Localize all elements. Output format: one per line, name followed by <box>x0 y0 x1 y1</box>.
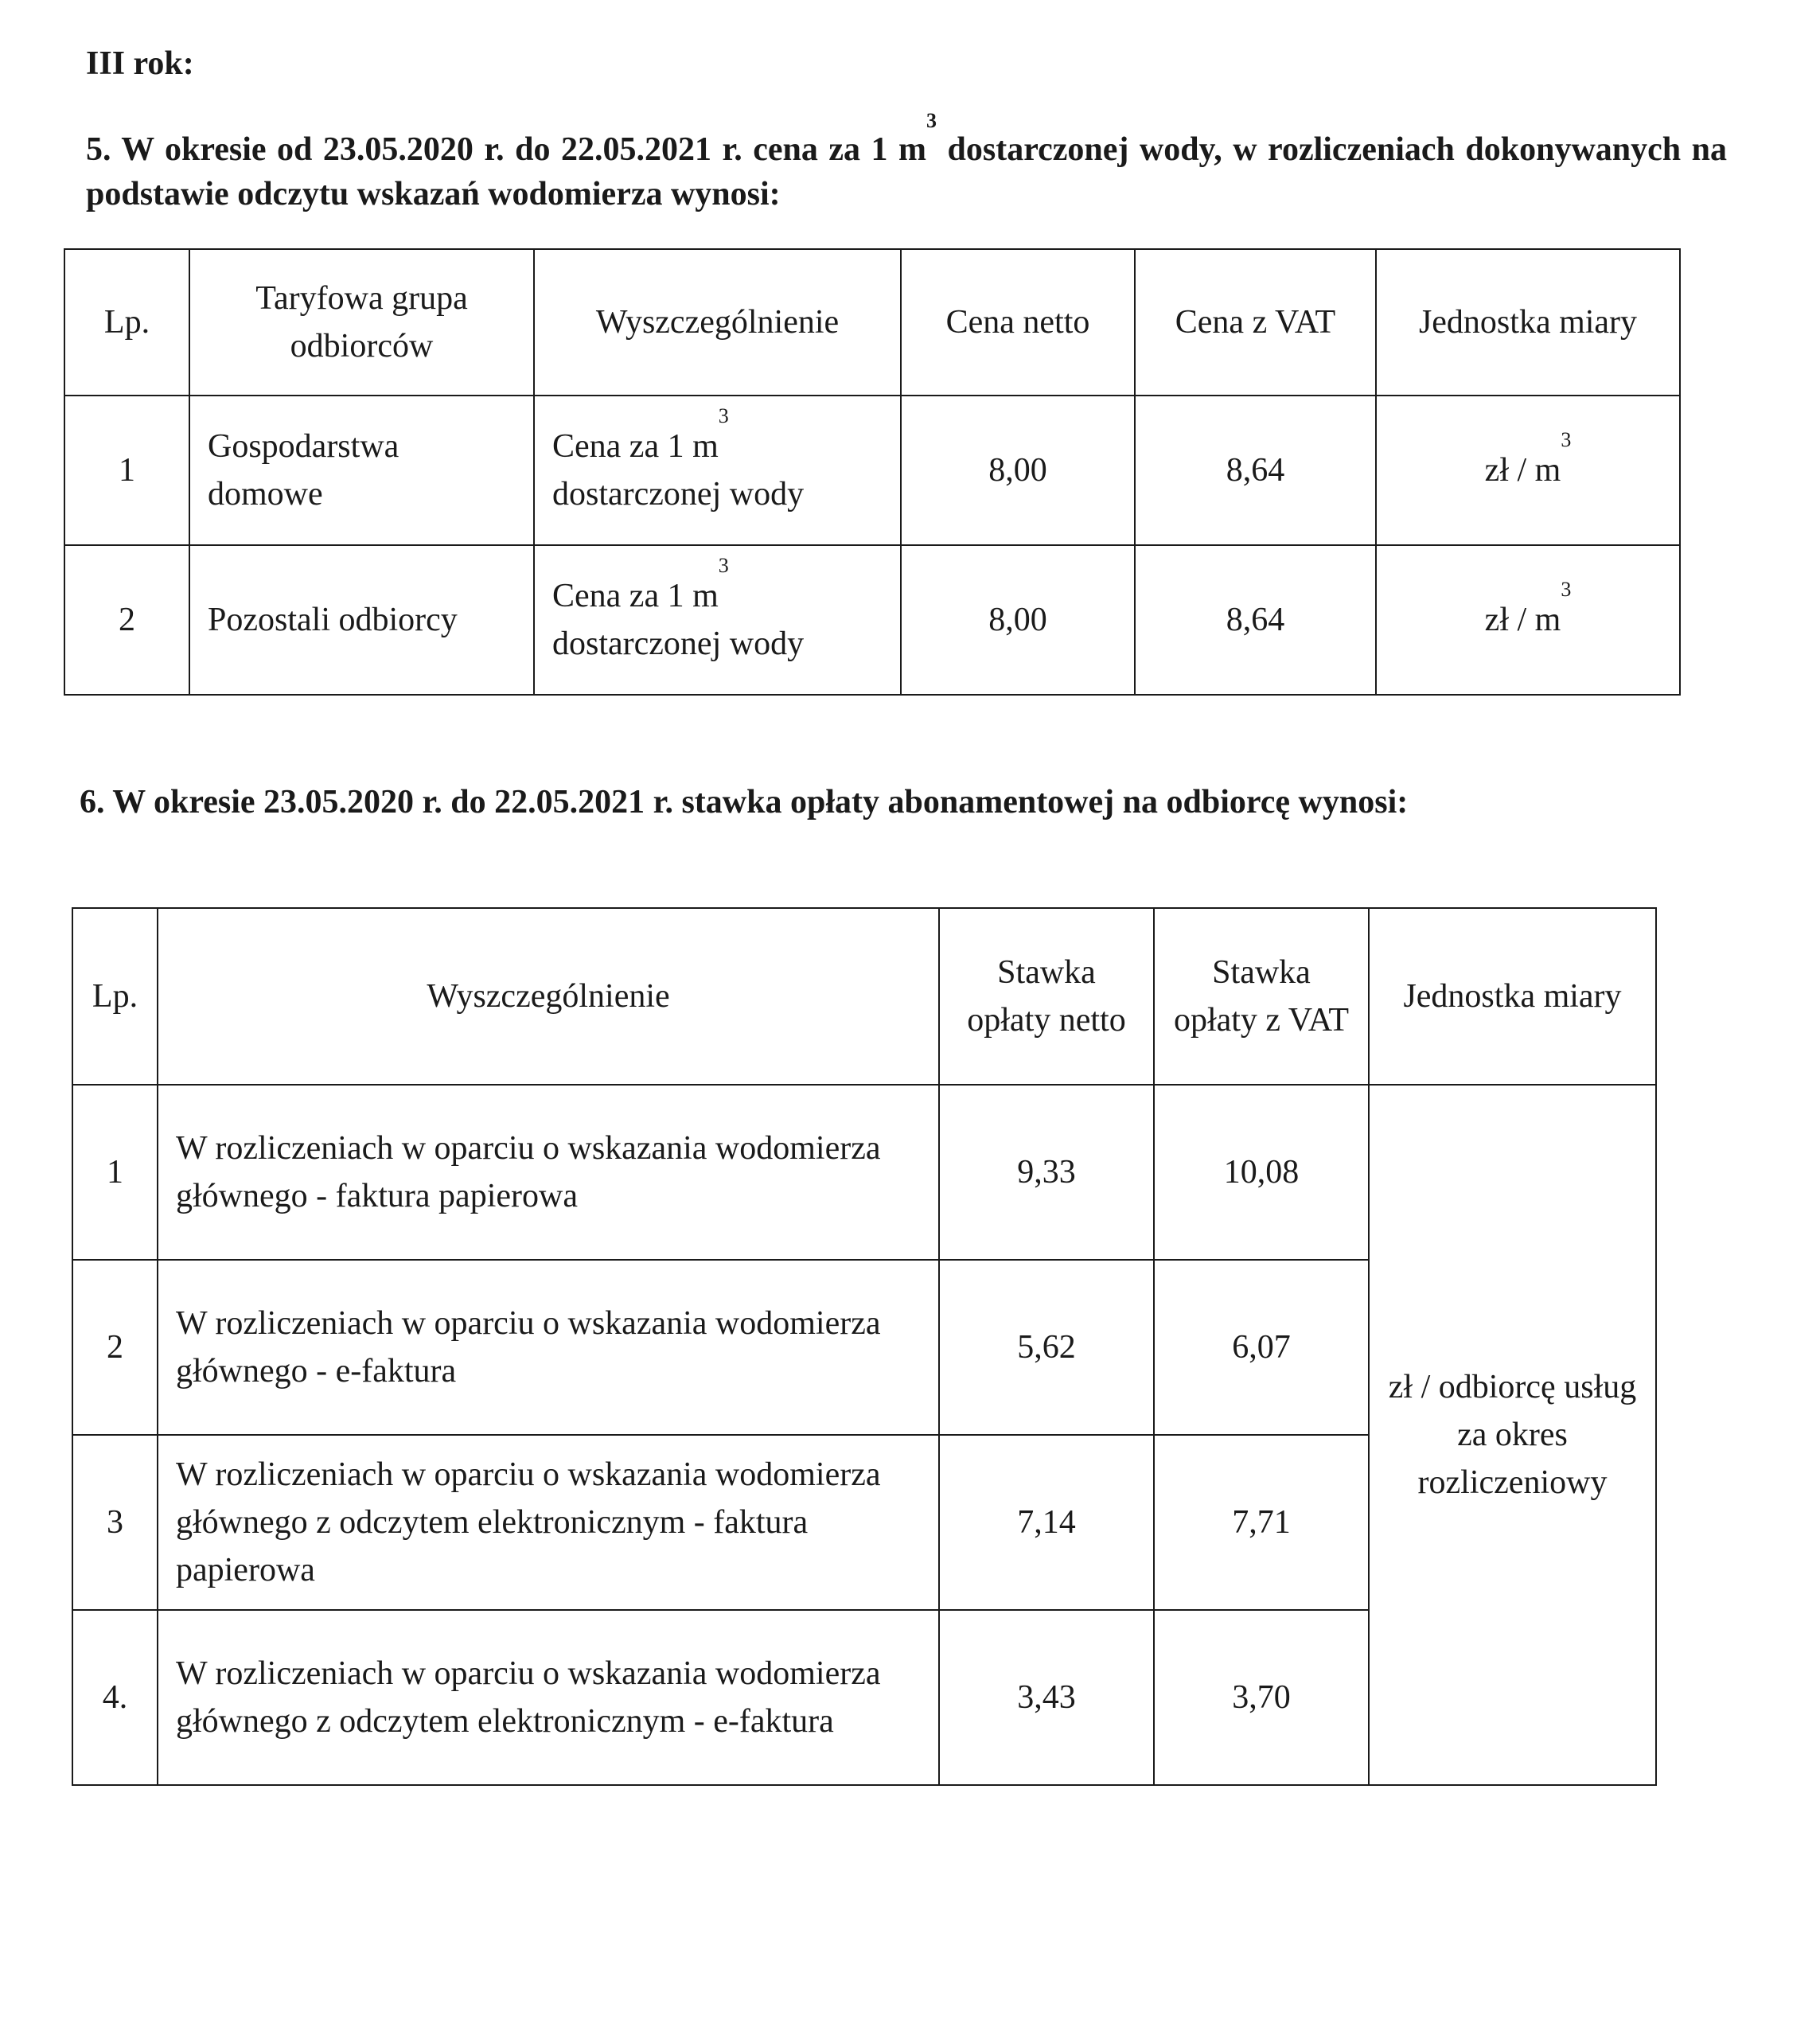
section-5-text-before: 5. W okresie od 23.05.2020 r. do 22.05.2021 r. cena za 1 m <box>86 131 927 168</box>
cell-unit <box>1376 396 1680 545</box>
cell-lp: 2 <box>72 1260 158 1435</box>
cell-group: Gospodarstwa domowe <box>189 396 534 545</box>
cell-net-price: 8,00 <box>901 396 1135 545</box>
description-text-2: dostarczonej wody <box>552 476 805 513</box>
header-lp: Lp. <box>72 908 158 1085</box>
cell-lp: 3 <box>72 1435 158 1610</box>
cell-description: W rozliczeniach w oparciu o wskazania wodomierza głównego z odczytem elektronicznym - faktura papierowa <box>158 1435 939 1610</box>
water-price-table <box>64 248 1681 696</box>
header-description: Wyszczególnienie <box>158 908 939 1085</box>
cell-description: W rozliczeniach w oparciu o wskazania wodomierza głównego - faktura papierowa <box>158 1085 939 1260</box>
header-vat-fee: Stawka opłaty z VAT <box>1154 908 1369 1085</box>
header-net-price: Cena netto <box>901 249 1135 396</box>
cell-vat-fee: 7,71 <box>1154 1435 1369 1610</box>
description-text: Cena za 1 m <box>552 428 719 465</box>
section-5-heading <box>86 109 1727 216</box>
header-description: Wyszczególnienie <box>534 249 901 396</box>
cell-vat-fee: 10,08 <box>1154 1085 1369 1260</box>
unit-superscript: 3 <box>1561 428 1572 451</box>
cell-vat-fee: 3,70 <box>1154 1610 1369 1785</box>
cell-lp: 1 <box>72 1085 158 1260</box>
cell-unit-merged: zł / odbiorcę usług za okres rozliczeniowy <box>1369 1085 1656 1785</box>
header-group: Taryfowa grupa odbiorców <box>189 249 534 396</box>
cell-net-fee: 5,62 <box>939 1260 1154 1435</box>
cell-net-fee: 3,43 <box>939 1610 1154 1785</box>
unit-text: zł / m <box>1484 602 1561 638</box>
header-lp: Lp. <box>64 249 189 396</box>
cell-lp: 1 <box>64 396 189 545</box>
cell-description <box>534 396 901 545</box>
header-vat-price: Cena z VAT <box>1135 249 1376 396</box>
description-text-2: dostarczonej wody <box>552 626 805 662</box>
cell-vat-price: 8,64 <box>1135 396 1376 545</box>
cell-group: Pozostali odbiorcy <box>189 545 534 695</box>
table-row <box>64 396 1680 545</box>
year-heading: III rok: <box>86 45 194 82</box>
cell-net-fee: 9,33 <box>939 1085 1154 1260</box>
table-header-row <box>64 249 1680 396</box>
header-unit: Jednostka miary <box>1369 908 1656 1085</box>
section-6-heading: 6. W okresie 23.05.2020 r. do 22.05.2021 r. stawka opłaty abonamentowej na odbiorcę wynosi: <box>80 784 1409 821</box>
section-5-superscript: 3 <box>926 109 937 132</box>
cell-vat-price: 8,64 <box>1135 545 1376 695</box>
description-text: Cena za 1 m <box>552 578 719 614</box>
cell-description: W rozliczeniach w oparciu o wskazania wodomierza głównego - e-faktura <box>158 1260 939 1435</box>
cell-lp: 4. <box>72 1610 158 1785</box>
cell-unit <box>1376 545 1680 695</box>
cell-description: W rozliczeniach w oparciu o wskazania wodomierza głównego z odczytem elektronicznym - e-faktura <box>158 1610 939 1785</box>
cell-lp: 2 <box>64 545 189 695</box>
subscription-fee-table <box>72 907 1657 1786</box>
section-5-text-after: dostarczonej wody, w rozliczeniach dokonywanych na podstawie odczytu wskazań wodomierza wynosi: <box>86 131 1727 212</box>
cell-description <box>534 545 901 695</box>
header-net-fee: Stawka opłaty netto <box>939 908 1154 1085</box>
cell-net-fee: 7,14 <box>939 1435 1154 1610</box>
unit-superscript: 3 <box>1561 578 1572 601</box>
description-superscript: 3 <box>718 404 729 427</box>
table-row <box>64 545 1680 695</box>
cell-vat-fee: 6,07 <box>1154 1260 1369 1435</box>
unit-text: zł / m <box>1484 452 1561 489</box>
description-superscript: 3 <box>718 554 729 577</box>
table-header-row <box>72 908 1656 1085</box>
table-row <box>72 1085 1656 1260</box>
cell-net-price: 8,00 <box>901 545 1135 695</box>
header-unit: Jednostka miary <box>1376 249 1680 396</box>
